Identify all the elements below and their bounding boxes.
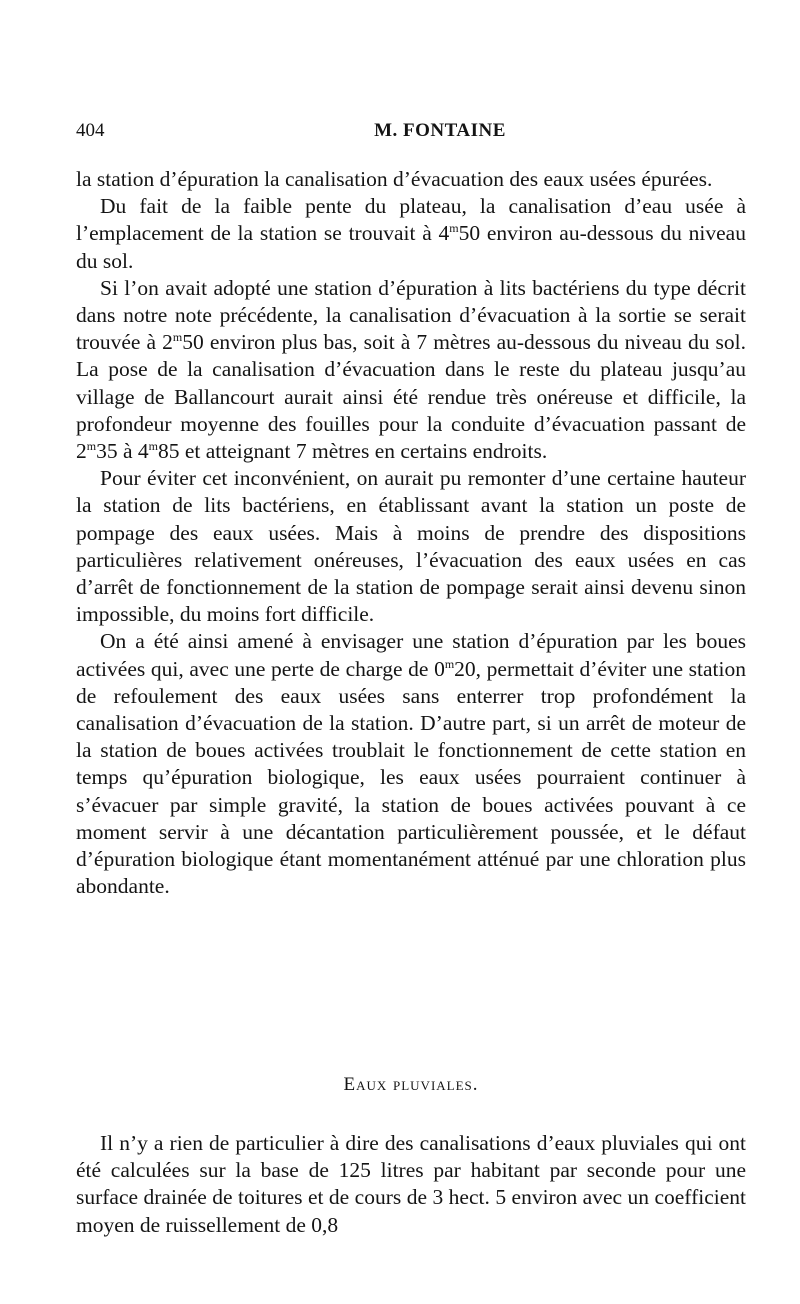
paragraph-3 <box>76 275 746 465</box>
section-text <box>76 1130 746 1239</box>
paragraph-2 <box>76 193 746 275</box>
unit-superscript: m <box>444 656 455 671</box>
section-heading <box>76 1074 746 1096</box>
running-head: M. FONTAINE <box>374 120 506 141</box>
page-number: 404 <box>76 120 105 141</box>
page-header <box>76 120 744 148</box>
paragraph-text: 35 à 4 <box>96 439 149 464</box>
paragraph-4 <box>76 465 746 628</box>
unit-superscript: m <box>172 330 183 345</box>
main-text <box>76 166 746 900</box>
section-heading-rest: aux pluviales. <box>356 1074 479 1095</box>
unit-superscript: m <box>86 439 97 454</box>
paragraph-text: Pour éviter cet inconvénient, on aurait pu remonter d’une certaine hauteur la station de lits bactériens, en établissant avant la station un poste de pompage des eaux usées. Mais à moins de prendre des dispositions particulières relativement onéreuses, l’évacuation des eaux usées en cas d’arrêt de fonctionnement de la station de pompage serait ainsi devenu sinon impossible, du moins fort difficile. <box>76 466 746 627</box>
paragraph-5 <box>76 628 746 900</box>
section-paragraph-1: Il n’y a rien de particulier à dire des canalisations d’eaux pluviales qui ont été calculées sur la base de 125 litres par habitant par seconde pour une surface drainée de toitures et de cours de 3 hect. 5 environ avec un coefficient moyen de ruissellement de 0,8 <box>76 1131 746 1237</box>
paragraph-text: Du fait de la faible pente du plateau, la canalisation d’eau usée à l’emplacement de la station se trouvait à 4 <box>76 194 746 246</box>
paragraph-text: la station d’épuration la canalisation d’évacuation des eaux usées épurées. <box>76 167 713 191</box>
section-heading-initial: E <box>343 1074 357 1095</box>
unit-superscript: m <box>449 221 459 236</box>
paragraph-text: 50 environ au-dessous du niveau du sol. <box>76 221 746 273</box>
paragraph-1 <box>76 166 746 193</box>
paragraph-text: 50 environ plus bas, soit à 7 mètres au-dessous du niveau du sol. La pose de la canalisation d’évacuation dans le reste du plateau jusqu’au village de Ballancourt aurait ainsi été rendue très onéreuse et difficile, la profondeur moyenne des fouilles pour la conduite d’évacuation passant de 2 <box>76 330 746 464</box>
unit-superscript: m <box>148 439 158 454</box>
paragraph-text: On a été ainsi amené à envisager une station d’épuration par les boues activées qui, avec une perte de charge de 0 <box>76 629 746 681</box>
paragraph-text: 20, permettait d’éviter une station de refoulement des eaux usées sans enterrer trop profondément la canalisation d’évacuation de la station. D’autre part, si un arrêt de moteur de la station de boues activées troublait le fonctionnement de cette station en temps qu’épuration biologique, les eaux usées pourraient continuer à s’évacuer par simple gravité, la station de boues activées pouvant à ce moment servir à une décantation particulièrement poussée, et le défaut d’épuration biologique étant momentanément atténué par une chloration plus abondante. <box>76 656 746 899</box>
paragraph-text: 85 et atteignant 7 mètres en certains endroits. <box>157 439 548 464</box>
paragraph-text: Si l’on avait adopté une station d’épuration à lits bactériens du type décrit dans notre note précédente, la canalisation d’évacuation à la sortie se serait trouvée à 2 <box>76 275 746 355</box>
